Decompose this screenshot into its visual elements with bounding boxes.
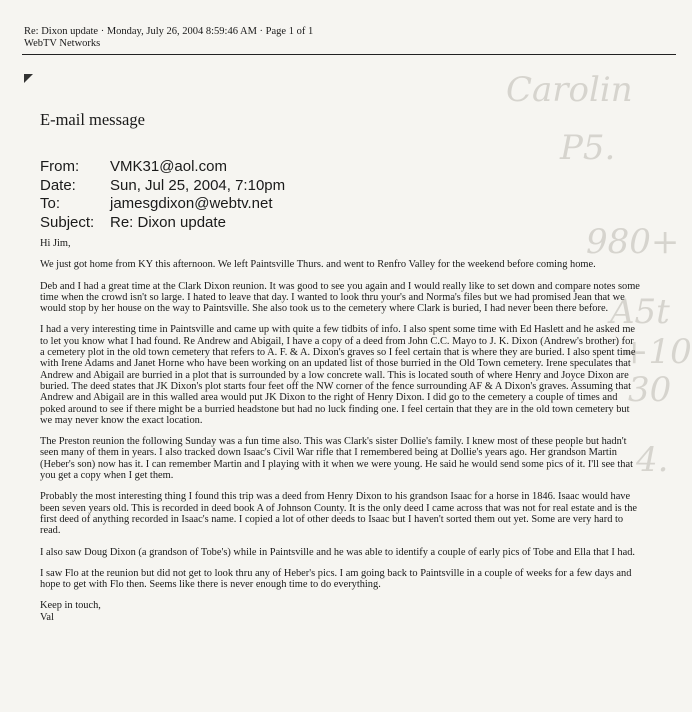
closing: Keep in touch,	[40, 600, 101, 612]
body-paragraph: I had a very interesting time in Paintsville and came up with quite a few tidbits of info. I also spent some time with Ed Haslett and he asked me to let you know what I had found. Re Andrew and Abigail, I have a copy of a deed from John C.C. Mayo to J. K. Dixon (Andrew's brother) for a cemetery plot in the old town cemetery that refers to A. F. & A. Dixon's graves so I feel certain that is where they are buried. I also spent time with Irene Adams and Janet Horne who have been working on an updated list of those burried in the Old Town cemetery. Irene speculates that Andrew and Abigail are burried in a plot that is surrounded by a low concrete wall. This is located south of where Henry and Joyce Dixon are buried. The deed states that JK Dixon's plot starts four feet off the NW corner of the fence surrounding AF & A Dixon's graves. Assuming that Andrew and Abigail are in this walled area would put JK Dixon to the right of Henry Dixon. I did go to the cemetery a couple of times and poked around to see if there might be a burried headstone but had no luck finding one. I feel certain that they are in the old town cemetery but we may never know the exact location.	[40, 324, 636, 426]
to-label: To:	[40, 195, 61, 212]
email-body	[40, 238, 640, 623]
header-rule	[22, 54, 676, 55]
body-paragraph: Probably the most interesting thing I found this trip was a deed from Henry Dixon to his grandson Isaac for a horse in 1846. Isaac would have been seven years old. This is recorded in deed book A of Johnson County. It is the only deed I came across that was not for real estate and is the first deed of anything recorded in Isaac's name. I copied a lot of other deeds to Isaac but I haven't sorted them out yet. Some are very hard to read.	[40, 491, 638, 537]
corner-triangle-icon	[24, 74, 33, 83]
meta-row-from	[40, 158, 285, 177]
from-value: VMK31@aol.com	[110, 158, 227, 175]
greeting: Hi Jim,	[40, 238, 71, 249]
to-value: jamesgdixon@webtv.net	[110, 195, 273, 212]
body-paragraph: The Preston reunion the following Sunday was a fun time also. This was Clark's sister Dollie's family. I knew most of these people but hadn't seen many of them in years. I also tracked down Isaac's Civil War rifle that I remembered being at Dollie's years ago. Her grandson Martin (Heber's son) now has it. I can remember Martin and I playing with it when we were young. He said he would send some pics of it. I'll see that you get a copy when I get them.	[40, 436, 633, 482]
meta-row-date	[40, 177, 285, 196]
date-label: Date:	[40, 176, 76, 194]
ghost-mark: 4.	[636, 440, 669, 480]
ghost-mark: A5t	[610, 292, 670, 332]
print-header-source: WebTV Networks	[24, 38, 101, 49]
body-paragraph: I saw Flo at the reunion but did not get to look thru any of Heber's pics. I am going back to Paintsville in a couple of weeks for a few days and hope to get with Flo then. Seems like there is never enough time to do everything.	[40, 567, 632, 591]
body-paragraph: We just got home from KY this afternoon. We left Paintsville Thurs. and went to Renfro Valley for the weekend before coming home.	[40, 259, 596, 271]
from-label: From:	[40, 158, 80, 175]
meta-row-subject	[40, 214, 285, 233]
email-meta	[40, 158, 285, 232]
ghost-mark: +10	[620, 332, 692, 372]
subject-label: Subject:	[40, 213, 95, 231]
signature: Val	[40, 611, 54, 623]
ghost-mark: 30	[628, 370, 672, 410]
print-header-line: Re: Dixon update · Monday, July 26, 2004 8:59:46 AM · Page 1 of 1	[24, 26, 314, 37]
ghost-mark: 980+	[586, 222, 680, 262]
ghost-mark: P5.	[560, 128, 616, 168]
body-paragraph: I also saw Doug Dixon (a grandson of Tobe's) while in Paintsville and he was able to identify a couple of early pics of Tobe and Ella that I had.	[40, 546, 636, 558]
email-heading: E-mail message	[40, 110, 145, 129]
date-value: Sun, Jul 25, 2004, 7:10pm	[110, 176, 286, 194]
print-header	[24, 26, 313, 50]
meta-row-to	[40, 195, 285, 214]
body-paragraph: Deb and I had a great time at the Clark Dixon reunion. It was good to see you again and I would really like to set down and compare notes some time when the crowd isn't so large. I hated to leave that day. I wanted to look thru your's and Norma's files but we had promised Jean that we would stop by her house on the way to Paintsville. She also took us to the cemetery where Clark is buried, I had never been there before.	[40, 280, 640, 315]
ghost-mark: Carolin	[506, 70, 633, 110]
subject-value: Re: Dixon update	[110, 213, 226, 231]
